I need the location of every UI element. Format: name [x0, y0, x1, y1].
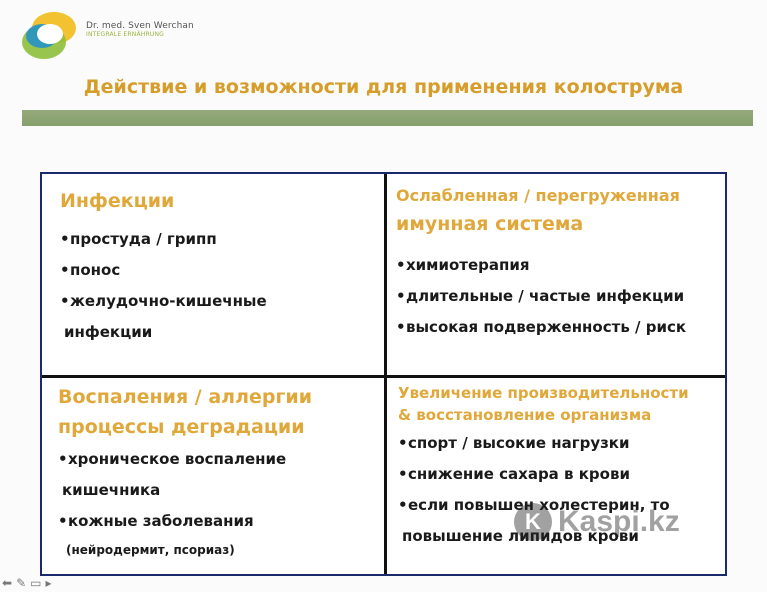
list-item: •снижение сахара в крови [398, 465, 630, 483]
bullet-list [60, 224, 380, 348]
brand-subtitle: INTEGRALE ERNÄHRUNG [86, 30, 164, 38]
horizontal-divider [42, 375, 725, 378]
brand-name: Dr. med. Sven Werchan [86, 21, 194, 31]
list-item-continuation: повышение липидов крови [402, 527, 639, 545]
slide-title: Действие и возможности для применения колострума [83, 76, 684, 98]
menu-icon[interactable]: ▸ [45, 576, 52, 590]
vertical-divider [384, 174, 387, 574]
list-item: •понос [60, 261, 121, 279]
quadrant-performance [398, 382, 728, 552]
quadrant-heading-line1: Воспаления / аллергии [58, 386, 313, 408]
title-divider-bar [22, 110, 753, 126]
list-item: •кожные заболевания [58, 512, 254, 530]
quadrant-heading-line2: имунная система [396, 213, 584, 235]
list-item: •простуда / грипп [60, 230, 217, 248]
quadrant-heading: Инфекции [60, 190, 175, 212]
list-item: •химиотерапия [396, 256, 530, 274]
list-note: (нейродермит, псориаз) [66, 543, 235, 557]
quadrant-immune-system [396, 184, 726, 343]
quadrant-heading-line2: & восстановление организма [398, 406, 652, 424]
quadrant-grid [40, 172, 727, 576]
watermark-text: Kaspi.kz [558, 505, 680, 538]
brand-text [86, 22, 194, 38]
kaspi-logo-icon: K [514, 503, 552, 541]
list-item: •хроническое воспаление кишечника [58, 444, 378, 506]
list-item: •высокая подверженность / риск [396, 318, 687, 336]
list-item: •если повышен холестерин, то повышение липидов крови [398, 490, 728, 552]
list-item: •спорт / высокие нагрузки [398, 434, 630, 452]
quadrant-inflammation [58, 382, 378, 563]
quadrant-infections [60, 186, 380, 348]
list-item-continuation: кишечника [62, 481, 161, 499]
quadrant-heading-line2: процессы деградации [58, 416, 305, 438]
list-item: •желудочно-кишечные инфекции [60, 286, 380, 348]
list-item: •длительные / частые инфекции [396, 287, 685, 305]
brand-logo-icon [20, 8, 78, 62]
quadrant-heading-line1: Увеличение производительности [398, 384, 689, 402]
bullet-list [398, 428, 728, 552]
quadrant-heading-line1: Ослабленная / перегруженная [396, 186, 680, 205]
bullet-list [396, 250, 726, 343]
pen-icon[interactable]: ✎ [16, 576, 27, 590]
list-item-continuation: инфекции [64, 323, 153, 341]
bullet-list [58, 444, 378, 537]
arrow-icon[interactable]: ⬅ [2, 576, 13, 590]
slide-icon[interactable]: ▭ [30, 576, 42, 590]
presenter-toolbar [2, 576, 52, 590]
